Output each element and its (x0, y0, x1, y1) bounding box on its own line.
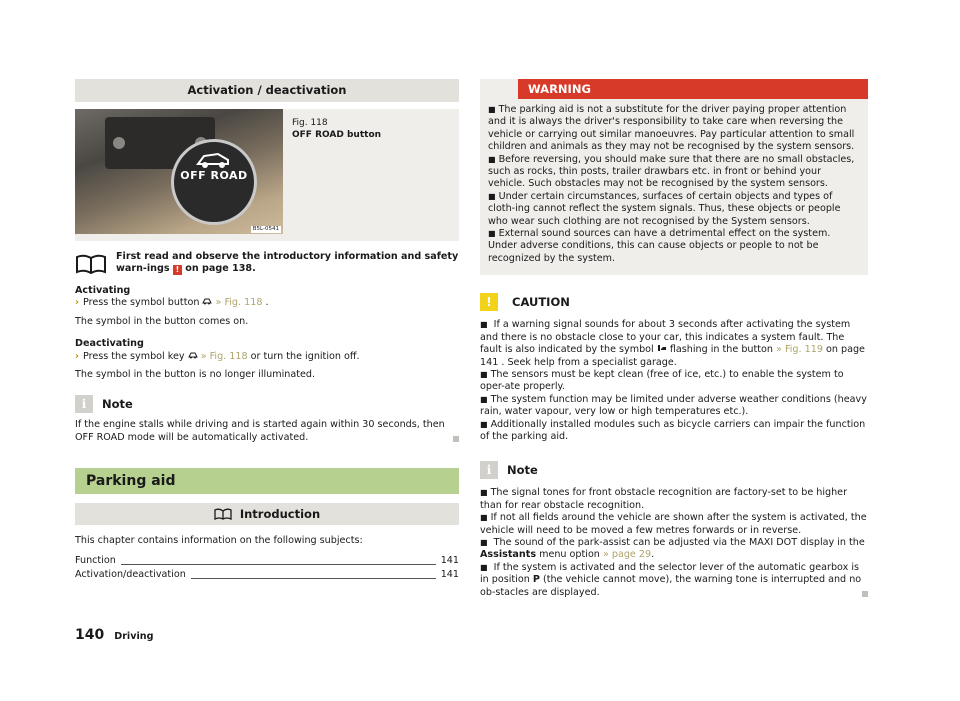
caution-body (480, 319, 868, 443)
note-body (480, 487, 868, 599)
warning-marker-icon: ! (173, 265, 182, 275)
note-heading: i Note (75, 395, 459, 413)
note-heading: i Note (480, 461, 868, 479)
caution-item: ■ Additionally installed modules such as bicycle carriers can impair the function of the parking aid. (480, 419, 868, 444)
read-first-notice (75, 251, 459, 275)
warning-item: ■ External sound sources can have a detrimental effect on the system. Under adverse conditions, this can cause objects or people to not be recognized by the system. (488, 228, 860, 265)
note-item: ■ If not all fields around the vehicle are shown after the system is activated, the vehicle will need to be moved a few metres forwards or in reverse. (480, 512, 868, 537)
right-column (480, 79, 868, 599)
parking-sensor-icon (657, 344, 667, 352)
toc-list (75, 554, 459, 582)
figure-number: Fig. 118 (292, 118, 328, 128)
info-icon: i (75, 395, 93, 413)
caution-heading: ! CAUTION (480, 293, 868, 311)
footer-section: Driving (114, 631, 154, 642)
open-book-icon (214, 508, 232, 520)
car-symbol-icon (202, 297, 212, 305)
figure-title: OFF ROAD button (292, 129, 382, 140)
caution-item: ■ The sensors must be kept clean (free of ice, etc.) to enable the system to oper-ate properly. (480, 369, 868, 394)
section-end-icon (453, 436, 459, 442)
fig-119-link[interactable]: » Fig. 119 (776, 344, 823, 356)
read-first-text: First read and observe the introductory information and safety warn-ings (116, 251, 459, 274)
figure-code: B5L-0541 (252, 226, 279, 232)
note-item: ■ The signal tones for front obstacle recognition are factory-set to be higher than for rear obstacle recognition. (480, 487, 868, 512)
step-arrow-icon: › (75, 350, 79, 362)
activating-label: Activating (75, 285, 131, 296)
caution-item: ■ If a warning signal sounds for about 3 seconds after activating the system and there is no obstacle close to your car, this indicates a system fault. The fault is also indicated by the symbol flashing in the button » Fig. 119 on page 141 . Seek help from a specialist garage. (480, 319, 868, 369)
open-book-icon (75, 253, 107, 275)
left-column (75, 79, 459, 582)
warning-box (480, 79, 868, 275)
figure-block (75, 109, 459, 241)
offroad-button-label: OFF ROAD (180, 169, 248, 182)
caution-icon: ! (480, 293, 498, 311)
fig-118-link[interactable]: » Fig. 118 (215, 297, 263, 309)
deactivating-result: The symbol in the button is no longer illuminated. (75, 369, 316, 381)
fig-118-link[interactable]: » Fig. 118 (200, 350, 248, 362)
car-symbol-icon (188, 351, 198, 359)
warning-item: ■ The parking aid is not a substitute for the driver paying proper attention and it is always the driver's responsibility to take care when reversing the vehicle or carrying out similar manoeuvres. Pay particular attention to small children and animals as they may not be recognised by the system sensors. (488, 104, 860, 154)
note-item: ■ If the system is activated and the selector lever of the automatic gearbox is in position P (the vehicle cannot move), the warning tone is interrupted and no ob-stacles are displayed. (480, 562, 868, 599)
offroad-button-image (171, 139, 257, 225)
page-footer (75, 629, 153, 643)
page-29-link[interactable]: » page 29 (602, 549, 652, 561)
deactivating-label: Deactivating (75, 338, 144, 350)
figure-image (75, 109, 283, 234)
car-offroad-icon (194, 150, 234, 170)
toc-row[interactable]: Activation/deactivation 141 (75, 569, 459, 581)
activating-step: › Press the symbol button » Fig. 118 . (75, 297, 269, 309)
toc-row[interactable]: Function 141 (75, 555, 459, 567)
warning-item: ■ Before reversing, you should make sure that there are no small obstacles, such as rocks, thin posts, trailer drawbars etc. in front or behind your vehicle. Such obstacles may not be recognised by the system sensors. (488, 154, 860, 191)
introduction-heading: Introduction (75, 503, 459, 525)
chapter-title: Parking aid (75, 468, 459, 494)
caution-item: ■ The system function may be limited under adverse weather conditions (heavy rain, water vapour, very low or high temperatures etc.). (480, 394, 868, 419)
warning-heading: WARNING (480, 79, 868, 99)
deactivating-step: › Press the symbol key » Fig. 118 or turn the ignition off. (75, 350, 360, 362)
note-text: If the engine stalls while driving and is started again within 30 seconds, then OFF ROAD mode will be automatically activated. (75, 419, 459, 444)
read-first-ref: on page 138. (185, 263, 256, 274)
activating-result: The symbol in the button comes on. (75, 315, 249, 327)
page-number: 140 (75, 627, 105, 643)
info-icon: i (480, 461, 498, 479)
step-arrow-icon: › (75, 297, 79, 309)
section-end-icon (862, 591, 868, 597)
subjects-text: This chapter contains information on the following subjects: (75, 535, 363, 547)
warning-body (480, 99, 868, 265)
figure-caption (292, 118, 381, 141)
note-item: ■ The sound of the park-assist can be adjusted via the MAXI DOT display in the Assistants menu option » page 29. (480, 537, 868, 562)
section-title: Activation / deactivation (75, 79, 459, 102)
warning-item: ■ Under certain circumstances, surfaces of certain objects and types of cloth-ing cannot reflect the system signals. Thus, these objects or people who wear such clothing are not recognised by the System sensors. (488, 191, 860, 228)
